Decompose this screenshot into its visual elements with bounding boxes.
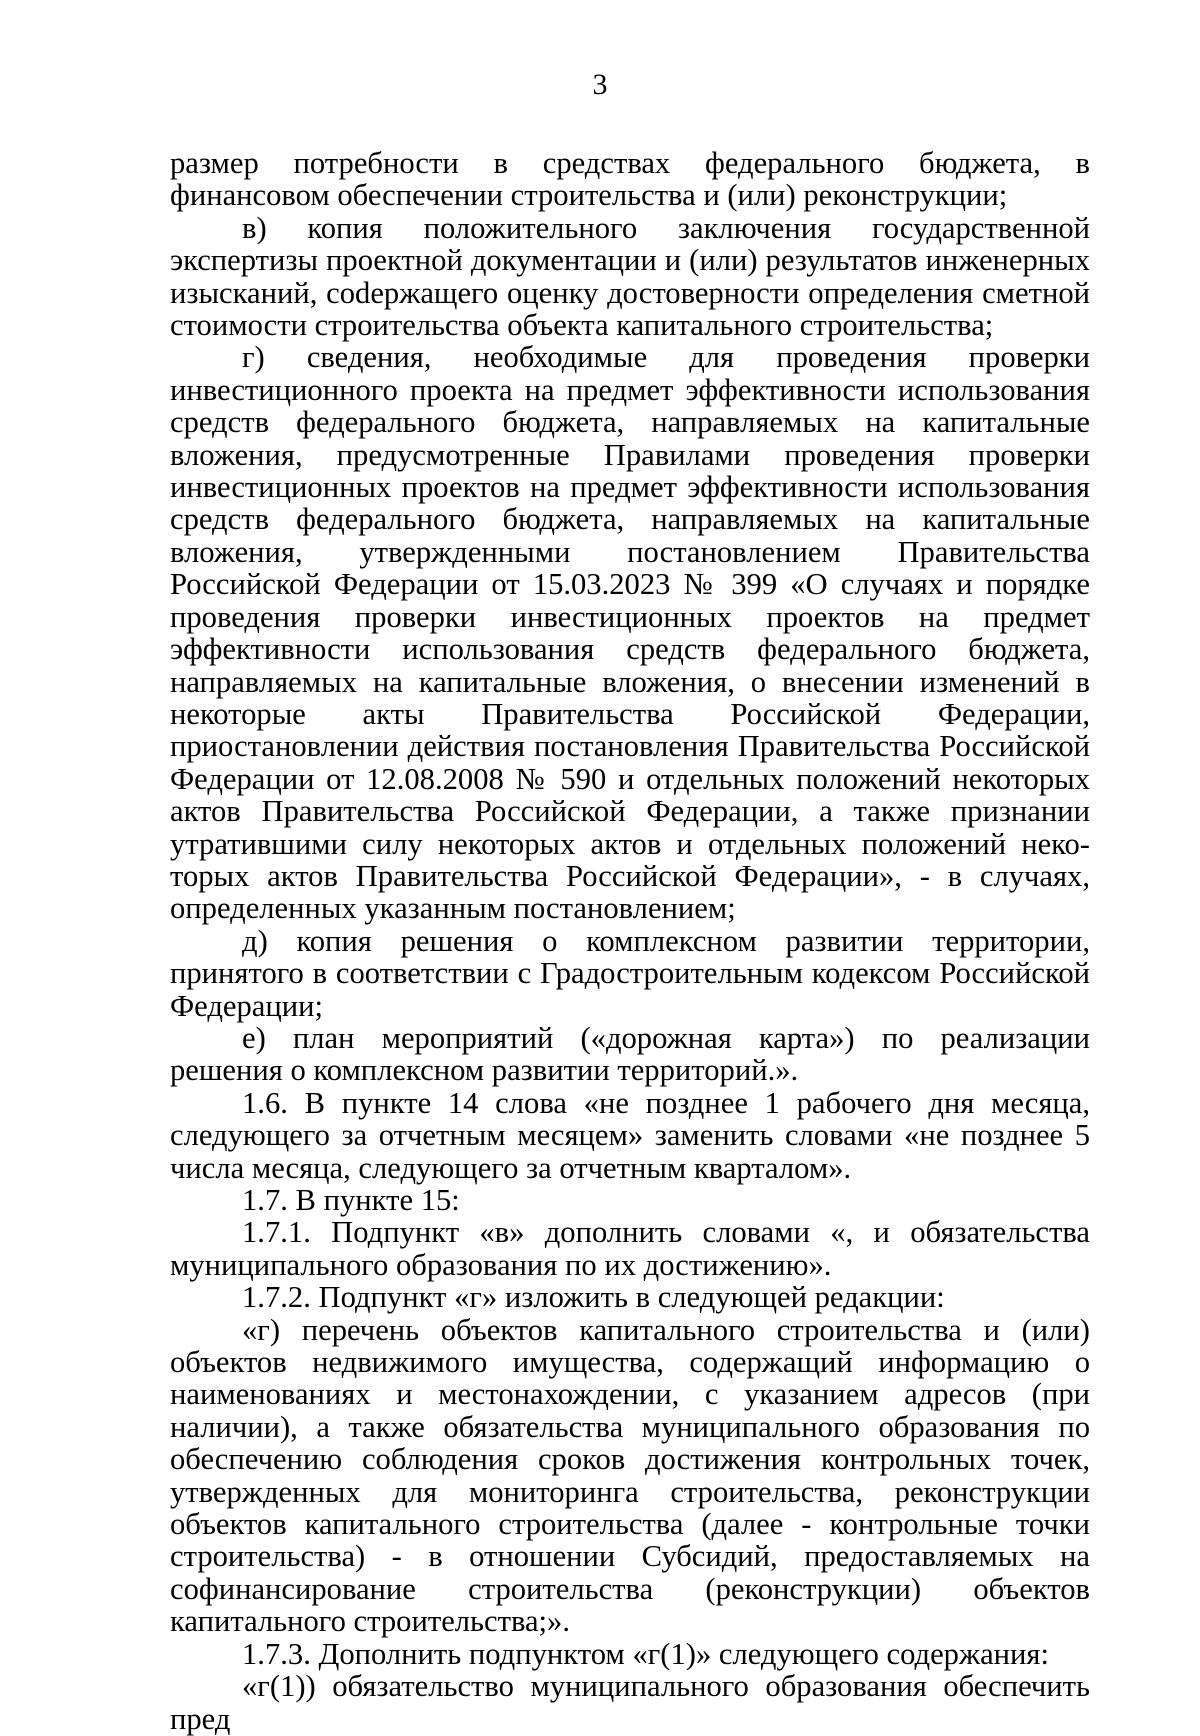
document-body — [170, 147, 1090, 1735]
paragraph: е) план мероприятий («дорожная карта») по реализации решения о комплексном развитии территорий.». — [170, 1020, 1090, 1088]
paragraph: размер потребности в средствах федерального бюджета, в финансовом обеспечении строительства и (или) реконструкции; — [170, 146, 1090, 213]
paragraph: д) копия решения о комплексном развитии территории, принятого в соответствии с Градостроительным кодексом Российской Федерации; — [170, 923, 1090, 1023]
paragraph: г) сведения, необходимые для проведения проверки инвестиционного проекта на предмет эффективности использования средств федерального бюджета, направляемых на капитальные вложения, предусмотренные Правилами проведения проверки инвестиционных проектов на предмет эффективности использования средств федерального бюджета, направляемых на капитальные вложения, утвержденными постановлением Правительства Российской Федерации от 15.03.2023 № 399 «О случаях и порядке проведения проверки инвестиционных проектов на предмет эффективности использования средств федерального бюджета, направляемых на капитальные вложения, о внесении изменений в некоторые акты Правительства Российской Федерации, приостановлении действия постановления Правительства Российской Федерации от 12.08.2008 № 590 и отдельных положений некоторых актов Правительства Российской Федерации, а также признании утратившими силу некоторых актов и отдельных положений некоторых актов Правительства Российской Федерации», - в случаях, определенных указанным постановлением; — [170, 340, 1090, 926]
paragraph: 1.7.2. Подпункт «г» изложить в следующей редакции: — [242, 1280, 945, 1315]
paragraph: 1.7. В пункте 15: — [242, 1183, 460, 1217]
paragraph: 1.6. В пункте 14 слова «не позднее 1 рабочего дня месяца, следующего за отчетным месяцем» заменить словами «не позднее 5 числа месяца, следующего за отчетным кварталом». — [170, 1085, 1090, 1185]
paragraph: 1.7.1. Подпункт «в» дополнить словами «, и обязательства муниципального образования по их достижению». — [170, 1215, 1090, 1282]
page-number: 3 — [592, 68, 608, 101]
paragraph: 1.7.3. Дополнить подпунктом «г(1)» следующего содержания: — [242, 1636, 1049, 1671]
paragraph: в) копия положительного заключения государственной экспертизы проектной документации и (или) результатов инженерных изысканий, соdержащего оценку достоверности определения сметной стоимости строительства объекта капитального строительства; — [170, 210, 1090, 343]
paragraph: «г) перечень объектов капитального строительства и (или) объектов недвижимого имущества, содержащий информацию о наименованиях и местонахождении, с указанием адресов (при наличии), а также обязательства муниципального образования по обеспечению соблюдения сроков достижения контрольных точек, утвержденных для мониторинга строительства, реконструкции объектов капитального строительства (далее - контрольные точки строительства) - в отношении Субсидий, предоставляемых на софинансирование строительства (реконструкции) объектов капитального строительства;». — [170, 1312, 1090, 1639]
paragraph: «г(1)) обязательство муниципального образования обеспечить пред — [170, 1669, 1090, 1736]
